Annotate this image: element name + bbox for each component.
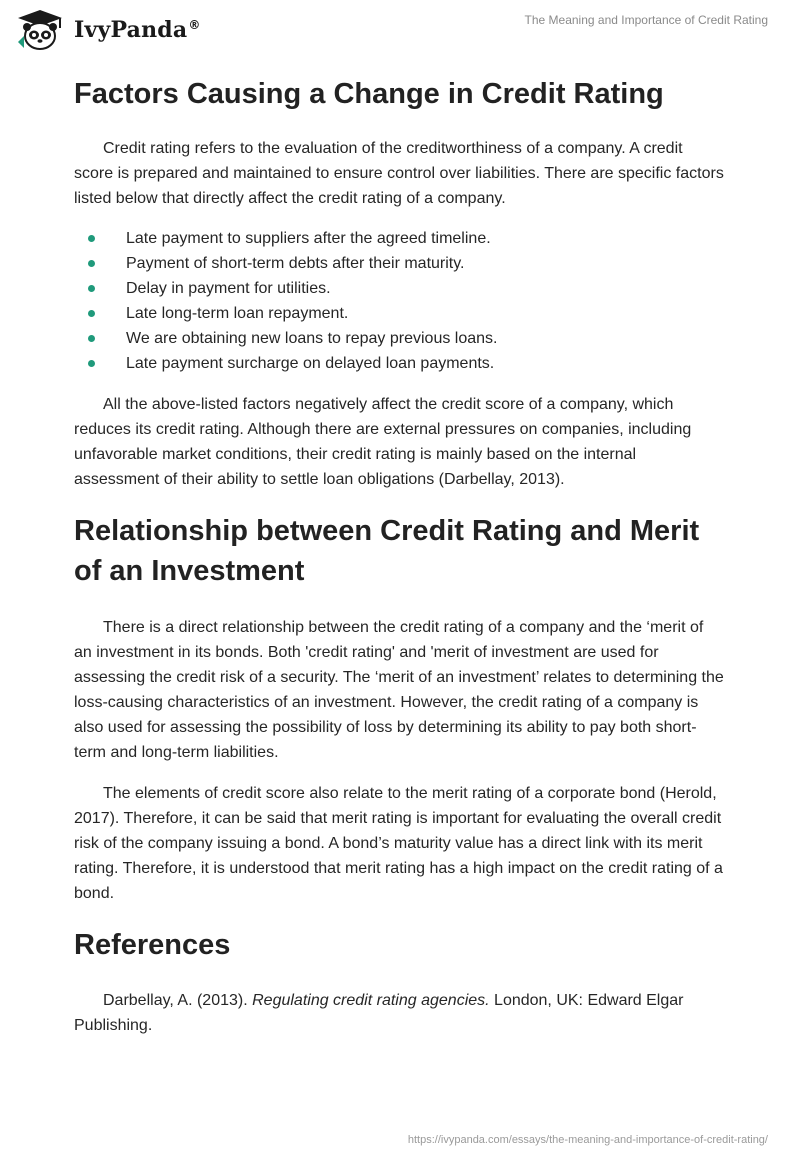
bullet-icon	[88, 310, 95, 317]
bullet-icon	[88, 260, 95, 267]
heading-relationship: Relationship between Credit Rating and Merit of an Investment	[74, 515, 700, 587]
logo-wordmark: IvyPanda®	[74, 17, 201, 43]
factors-list	[74, 226, 724, 376]
list-item: Late long-term loan repayment.	[74, 301, 724, 326]
heading-references: References	[74, 929, 231, 961]
list-item: Late payment surcharge on delayed loan payments.	[74, 351, 724, 376]
paragraph-relationship-2: The elements of credit score also relate to the merit rating of a corporate bond (Herold, 2017). Therefore, it can be said that merit rating is important for evaluating the overall credit risk of the company issuing a bond. A bond’s maturity value has a direct link with its merit rating. Therefore, it is understood that merit rating has a high impact on the credit rating of a bond.	[74, 785, 723, 902]
paragraph-relationship-1: There is a direct relationship between the credit rating of a company and the ‘merit of an investment in its bonds. Both 'credit rating' and 'merit of investment are used for assessing the credit risk of a security. The ‘merit of an investment’ relates to determining the loss-causing characteristics of an investment. However, the credit rating of a company is also used for assessing the possibility of loss by determining its ability to pay both short-term and long-term liabilities.	[74, 619, 724, 761]
reference-entry: Darbellay, A. (2013). Regulating credit rating agencies. London, UK: Edward Elgar Publishing.	[74, 992, 684, 1034]
essay-content	[74, 70, 724, 1038]
bullet-icon	[88, 235, 95, 242]
list-item: We are obtaining new loans to repay previous loans.	[74, 326, 724, 351]
paragraph-factors-intro: Credit rating refers to the evaluation of the creditworthiness of a company. A credit score is prepared and maintained to ensure control over liabilities. There are specific factors listed below that directly affect the credit rating of a company.	[74, 140, 724, 207]
list-item: Late payment to suppliers after the agreed timeline.	[74, 226, 724, 251]
page-header	[0, 0, 800, 70]
document-title: The Meaning and Importance of Credit Rating	[524, 13, 768, 27]
ivypanda-logo[interactable]	[14, 8, 201, 52]
source-url[interactable]: https://ivypanda.com/essays/the-meaning-and-importance-of-credit-rating/	[407, 1134, 768, 1146]
heading-factors: Factors Causing a Change in Credit Rating	[74, 78, 664, 110]
list-item: Payment of short-term debts after their maturity.	[74, 251, 724, 276]
bullet-icon	[88, 335, 95, 342]
bullet-icon	[88, 285, 95, 292]
bullet-icon	[88, 360, 95, 367]
list-item: Delay in payment for utilities.	[74, 276, 724, 301]
panda-logo-icon	[14, 8, 66, 52]
paragraph-factors-conclusion: All the above-listed factors negatively affect the credit score of a company, which reduces its credit rating. Although there are external pressures on companies, including unfavorable market conditions, their credit rating is mainly based on the internal assessment of their ability to settle loan obligations (Darbellay, 2013).	[74, 396, 692, 488]
